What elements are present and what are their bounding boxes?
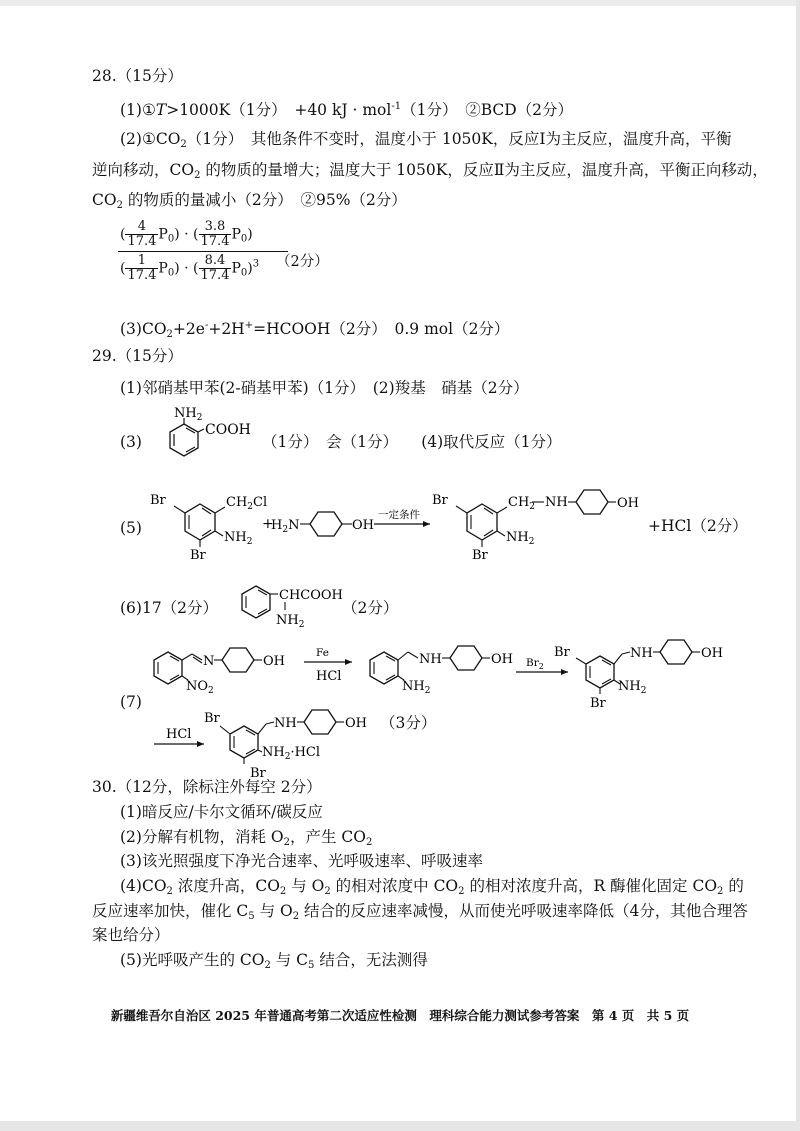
dibromo-intermediate-structure <box>554 640 723 711</box>
bromine-label: Br <box>204 711 220 726</box>
q30-part4-line2: 反应速率加快，催化 $C_5$ 与 $O_2$ 结合的反应速率减慢，从而使光呼吸速率降低（4分，其他合理答 <box>92 902 748 922</box>
kp-fraction-bar <box>118 251 288 252</box>
amino-label: $NH_2$ <box>506 530 535 547</box>
amino-label: $NH_2$ <box>402 679 431 696</box>
imine-n-label: N <box>203 654 215 669</box>
page-footer: 新疆维吾尔自治区 2025 年普通高考第二次适应性检测 理科综合能力测试参考答案 第 4 页 共 5 页 <box>110 1008 690 1023</box>
q29-part5-label: (5) <box>120 519 142 537</box>
q30-part1: (1)暗反应/卡尔文循环/碳反应 <box>120 803 323 821</box>
hydroxyl-label: OH <box>263 654 285 669</box>
kp-score: （2分） <box>276 254 329 270</box>
q28-part2-line3: $CO_2$ 的物质的量减小（2分） ②95%（2分） <box>92 191 407 211</box>
imine-nh-label: NH <box>545 495 568 510</box>
reagent-hcl: HCl <box>316 669 342 684</box>
hydroxyl-label: OH <box>491 652 513 667</box>
q30-part2: (2)分解有机物，消耗 $O_2$，产生 $CO_2$ <box>120 828 373 848</box>
reagent-fe: Fe <box>316 647 329 659</box>
kp-expression <box>118 220 288 283</box>
amino-label: $NH_2$ <box>276 613 305 630</box>
chloromethyl-label: $CH_2Cl$ <box>226 495 268 512</box>
q30-title: 30.（12分，除标注外每空 2分） <box>92 778 322 796</box>
imine-nh-label: NH <box>419 652 442 667</box>
hydroxyl-label: OH <box>352 518 374 533</box>
page-edge <box>0 0 800 6</box>
bromine-label: Br <box>432 493 448 508</box>
hydroxyl-label: OH <box>617 496 639 511</box>
anthranilic-acid-structure <box>150 408 260 472</box>
imine-nh-label: NH <box>630 646 653 661</box>
q30-part4-line1: $(4)CO_2$ 浓度升高，$CO_2$ 与 $O_2$ 的相对浓度中 $CO_2$ 的相对浓度升高，R 酶催化固定 $CO_2$ 的 <box>120 877 744 897</box>
amino-benzylamine-structure <box>370 646 513 696</box>
amino-label: $NH_2$ <box>618 679 647 696</box>
q28-part3: $(3)CO_2+2e^-+2H^+=HCOOH(2$分） 0.9 mol（2分） <box>120 320 510 340</box>
nitro-imine-structure <box>154 648 285 696</box>
page-edge <box>796 0 800 1131</box>
kp-denominator: ( $\frac{1}{17.4}$ $P_0$) · ( $\frac{8.4}{17.4}$ $P_0)^3$ <box>120 253 260 283</box>
q29-part3-4: （1分） 会（1分） (4)取代反应（1分） <box>262 433 562 451</box>
q28-part2-line2: 逆向移动，$CO_2$ 的物质的量增大；温度大于 1050K，反应Ⅱ为主反应，温度升高，平衡正向移动， <box>92 161 768 181</box>
bromine-label: Br <box>150 493 166 508</box>
q28-title: 28.（15分） <box>92 67 183 85</box>
hydroxyl-label: OH <box>345 716 367 731</box>
q30-part3: (3)该光照强度下净光合速率、光呼吸速率、呼吸速率 <box>120 852 483 870</box>
page-edge <box>0 1121 800 1131</box>
amino-group-label: $NH_2$ <box>174 406 203 423</box>
q29-part6-label: (6)17（2分） <box>120 599 219 617</box>
bromine-label: Br <box>554 645 570 660</box>
q29-part3-label: (3) <box>120 433 142 451</box>
methylene-label: $CH_2$ <box>508 495 536 512</box>
bromine-label: Br <box>590 696 606 711</box>
bromine-label: Br <box>472 548 488 563</box>
amino-label: $NH_2$ <box>224 530 253 547</box>
q29-part1-2: (1)邻硝基甲苯(2-硝基甲苯)（1分） (2)羧基 硝基（2分） <box>120 379 529 397</box>
q30-part4-line3: 案也给分） <box>92 926 170 944</box>
carboxyl-group-label: COOH <box>205 422 251 438</box>
q29-title: 29.（15分） <box>92 347 183 365</box>
reaction-condition: 一定条件 <box>378 509 420 521</box>
q30-part5: (5)光呼吸产生的 $CO_2$ 与 $C_5$ 结合，无法测得 <box>120 951 428 971</box>
plus-sign: + <box>262 516 274 532</box>
bromine-label: Br <box>250 766 266 781</box>
amine-label: $H_2N$ <box>271 518 300 535</box>
dibromo-benzyl-chloride-structure <box>150 493 267 563</box>
q29-part7-score: （3分） <box>380 714 437 732</box>
aminocyclohexanol-structure <box>271 512 374 536</box>
imine-nh-label: NH <box>274 716 297 731</box>
nitro-label: $NO_2$ <box>186 679 214 696</box>
q29-part7-label: (7) <box>120 693 142 711</box>
synthesis-route-7 <box>140 630 740 780</box>
amine-hydrochloride-label: $NH_2\cdot HCl$ <box>262 745 321 762</box>
product-5-structure <box>432 490 639 563</box>
final-salt-structure <box>204 710 367 781</box>
kp-numerator: ( $\frac{4}{17.4}$ $P_0$) · ( $\frac{3.8}{17.4}$ $P_0$) <box>120 219 253 249</box>
q28-part1: (1)①T>1000K（1分） +40 kJ · mol$^{-1}$（1分） ②BCD（2分） <box>120 101 574 119</box>
q28-part2-line1: $(2)①CO_2(1$分） 其他条件不变时，温度小于 1050K，反应Ⅰ为主反应，温度升高，平衡 <box>120 130 732 150</box>
reaction-5 <box>140 482 720 562</box>
q29-part5-score: +HCl（2分） <box>648 517 748 535</box>
reagent-br2: $Br_2$ <box>526 657 544 671</box>
reagent-hcl: HCl <box>166 727 192 742</box>
q29-part6-score: （2分） <box>342 599 399 617</box>
chcooh-label: CHCOOH <box>279 588 343 603</box>
bromine-label: Br <box>190 548 206 563</box>
hydroxyl-label: OH <box>701 646 723 661</box>
